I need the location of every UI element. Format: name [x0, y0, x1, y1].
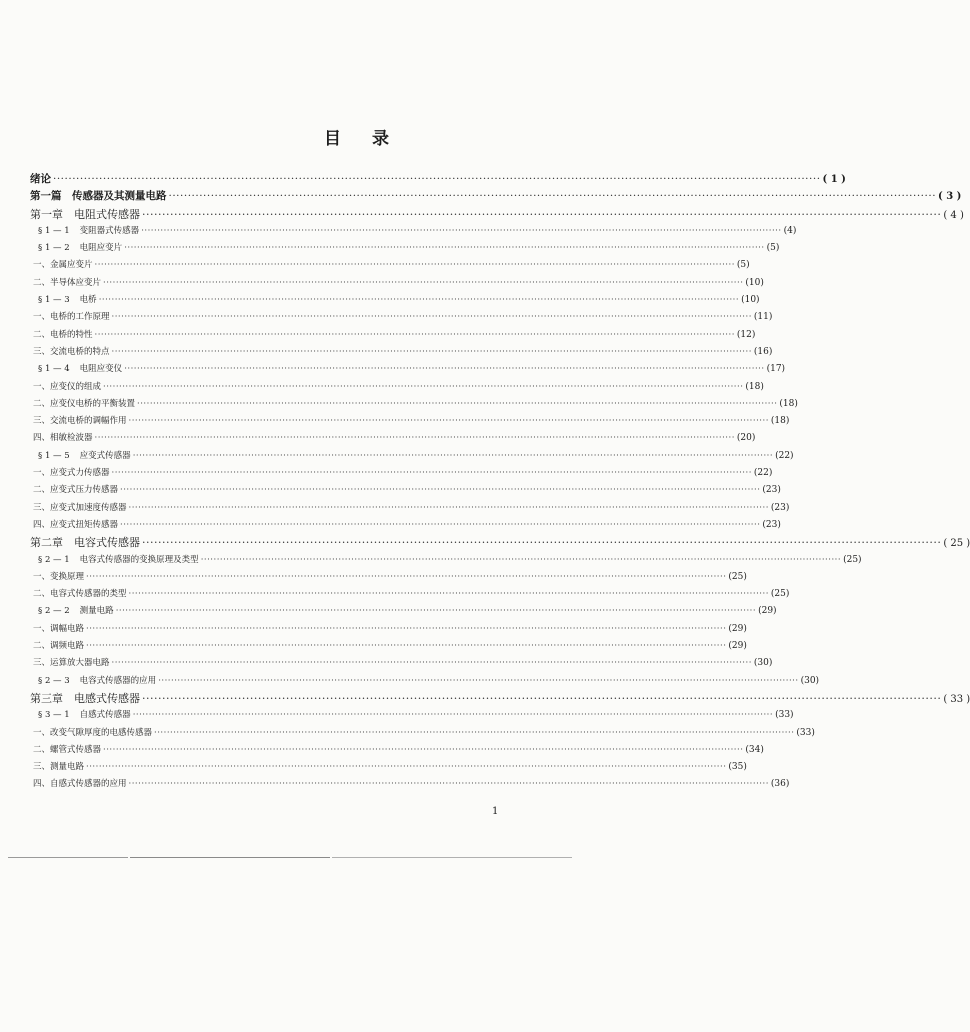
dot-leader: ········································································································································································································	[200, 554, 842, 565]
dot-leader: ········································································································································································································	[158, 675, 799, 686]
toc-entry	[30, 223, 797, 240]
dot-leader: ········································································································································································································	[86, 571, 727, 582]
dot-leader: ········································································································································································································	[142, 207, 942, 221]
section-number: § 1 — 4	[38, 364, 70, 375]
dot-leader: ········································································································································································································	[120, 485, 761, 496]
dot-leader: ········································································································································································································	[128, 416, 769, 427]
dot-leader: ········································································································································································································	[120, 519, 761, 530]
section-number: § 1 — 1	[38, 225, 70, 236]
page-ref: (10)	[741, 295, 760, 306]
page-ref: (4)	[783, 225, 797, 236]
toc-entry	[30, 725, 815, 742]
entry-title: 自感式传感器	[79, 710, 131, 721]
section-number: § 2 — 3	[38, 675, 70, 686]
page-ref: (23)	[770, 502, 790, 513]
page-ref: (18)	[745, 381, 764, 392]
scan-artifact-line	[8, 857, 128, 858]
entry-title: 一、应变仪的组成	[33, 381, 102, 392]
toc-entry	[30, 413, 790, 430]
entry-title: 电桥	[79, 295, 97, 306]
page-ref: (29)	[728, 623, 747, 634]
dot-leader: ········································································································································································································	[128, 502, 769, 513]
entry-title: 四、应变式扭矩传感器	[33, 519, 119, 530]
toc-entry	[30, 759, 747, 776]
toc-entry	[30, 621, 747, 638]
page-ref: ( 4 )	[943, 209, 964, 221]
page-ref: ( 25 )	[943, 538, 970, 550]
section-number: § 1 — 2	[38, 243, 70, 254]
page-ref: (29)	[728, 641, 747, 652]
page-ref: (23)	[762, 485, 781, 496]
toc-entry	[30, 171, 846, 188]
page-ref: (36)	[770, 779, 790, 790]
entry-title: 四、自感式传感器的应用	[33, 779, 127, 790]
page-ref: (10)	[745, 277, 764, 288]
dot-leader: ········································································································································································································	[132, 710, 774, 721]
entry-title: 二、半导体应变片	[33, 277, 102, 288]
title-char-2: 录	[372, 129, 390, 149]
entry-title: 一、金属应变片	[33, 260, 93, 271]
entry-title: 二、电桥的特性	[33, 329, 93, 340]
toc-entry	[30, 275, 764, 292]
entry-title: 第一篇 传感器及其测量电路	[30, 190, 167, 203]
dot-leader: ········································································································································································································	[124, 243, 765, 254]
entry-title: 三、应变式加速度传感器	[33, 502, 127, 513]
entry-title: 二、应变式压力传感器	[33, 485, 119, 496]
dot-leader: ········································································································································································································	[103, 381, 744, 392]
page-ref: (30)	[753, 658, 773, 669]
entry-title: 三、交流电桥的调幅作用	[33, 416, 127, 427]
page-ref: (20)	[736, 433, 756, 444]
toc-entry	[30, 292, 760, 309]
section-number: § 2 — 1	[38, 554, 70, 565]
entry-title: 二、应变仪电桥的平衡装置	[33, 398, 136, 409]
entry-title: 一、改变气隙厚度的电感传感器	[33, 727, 153, 738]
entry-title: 一、应变式力传感器	[33, 468, 110, 479]
page-title	[0, 124, 714, 149]
entry-title: 绪论	[30, 173, 51, 185]
toc-entry	[30, 586, 790, 603]
dot-leader: ········································································································································································································	[137, 398, 778, 409]
page-ref: (12)	[736, 329, 756, 340]
page-ref: (5)	[736, 260, 750, 271]
entry-title: 三、运算放大器电路	[33, 658, 110, 669]
title-char-1: 目	[324, 129, 342, 149]
page-ref: (5)	[766, 243, 780, 254]
table-of-contents	[30, 171, 970, 794]
page-ref: (33)	[775, 710, 794, 721]
page-ref: (29)	[758, 606, 777, 617]
page-ref: (16)	[753, 346, 773, 357]
entry-title: 一、变换原理	[33, 571, 85, 582]
page-ref: (18)	[770, 416, 790, 427]
toc-entry	[30, 240, 780, 257]
dot-leader: ········································································································································································································	[141, 225, 782, 236]
toc-entry	[30, 379, 764, 396]
page-ref: (23)	[762, 519, 781, 530]
dot-leader: ········································································································································································································	[111, 658, 752, 669]
toc-entry	[30, 552, 862, 569]
dot-leader: ········································································································································································································	[98, 295, 740, 306]
section-number: § 3 — 1	[38, 710, 70, 721]
scan-artifact-line	[130, 857, 330, 858]
entry-title: 二、调频电路	[33, 641, 85, 652]
entry-title: 一、调幅电路	[33, 623, 85, 634]
entry-title: 二、电容式传感器的类型	[33, 589, 127, 600]
dot-leader: ········································································································································································································	[86, 623, 727, 634]
dot-leader: ········································································································································································································	[111, 468, 752, 479]
dot-leader: ········································································································································································································	[94, 433, 735, 444]
entry-title: 测量电路	[79, 606, 114, 617]
toc-entry	[30, 465, 773, 482]
dot-leader: ········································································································································································································	[94, 260, 735, 271]
toc-entry	[30, 361, 786, 378]
entry-title: 应变式传感器	[79, 450, 131, 461]
toc-entry	[30, 327, 756, 344]
entry-title: 第一章 电阻式传感器	[30, 207, 140, 221]
page-ref: (25)	[843, 554, 862, 565]
entry-title: 电容式传感器的变换原理及类型	[79, 554, 199, 565]
page-ref: (22)	[753, 468, 773, 479]
dot-leader: ········································································································································································································	[124, 364, 765, 375]
toc-entry	[30, 448, 794, 465]
dot-leader: ········································································································································································································	[86, 762, 727, 773]
section-number: § 2 — 2	[38, 606, 70, 617]
toc-entry	[30, 603, 777, 620]
toc-entry	[30, 776, 790, 793]
dot-leader: ········································································································································································································	[53, 173, 821, 185]
entry-title: 电容式传感器的应用	[79, 675, 157, 686]
toc-entry	[30, 206, 964, 223]
page-ref: (25)	[770, 589, 790, 600]
entry-title: 电阻应变片	[79, 243, 123, 254]
entry-title: 电阻应变仪	[79, 364, 123, 375]
page-ref: ( 1 )	[822, 174, 846, 185]
dot-leader: ········································································································································································································	[128, 779, 769, 790]
toc-entry	[30, 517, 781, 534]
section-number: § 1 — 3	[38, 295, 70, 306]
toc-entry	[30, 690, 970, 707]
page-ref: (17)	[766, 364, 786, 375]
toc-entry	[30, 655, 773, 672]
dot-leader: ········································································································································································································	[142, 691, 942, 705]
toc-entry	[30, 482, 781, 499]
page-ref: (34)	[745, 744, 764, 755]
dot-leader: ········································································································································································································	[103, 744, 744, 755]
toc-entry	[30, 569, 747, 586]
page-ref: (22)	[775, 450, 794, 461]
entry-title: 变阻器式传感器	[79, 225, 140, 236]
page-ref: (18)	[779, 398, 798, 409]
dot-leader: ········································································································································································································	[154, 727, 795, 738]
entry-title: 第二章 电容式传感器	[30, 536, 140, 550]
page-ref: ( 3 )	[938, 191, 962, 203]
toc-entry	[30, 344, 773, 361]
dot-leader: ········································································································································································································	[128, 589, 769, 600]
entry-title: 四、相敏检波器	[33, 433, 93, 444]
page-ref: (33)	[796, 727, 815, 738]
toc-entry	[30, 673, 820, 690]
page-ref: (30)	[800, 675, 820, 686]
page-number: 1	[492, 806, 499, 817]
scan-artifact-line	[332, 857, 572, 858]
dot-leader: ········································································································································································································	[115, 606, 757, 617]
toc-entry	[30, 188, 962, 205]
entry-title: 三、测量电路	[33, 762, 85, 773]
dot-leader: ········································································································································································································	[168, 190, 937, 203]
toc-entry	[30, 396, 798, 413]
toc-entry	[30, 500, 790, 517]
page-ref: ( 33 )	[943, 693, 970, 705]
page-ref: (25)	[728, 571, 747, 582]
entry-title: 三、交流电桥的特点	[33, 346, 110, 357]
entry-title: 一、电桥的工作原理	[33, 312, 110, 323]
dot-leader: ········································································································································································································	[142, 536, 942, 550]
entry-title: 二、螺管式传感器	[33, 744, 102, 755]
toc-entry	[30, 534, 970, 551]
entry-title: 第三章 电感式传感器	[30, 691, 140, 705]
page-ref: (11)	[753, 312, 773, 323]
toc-entry	[30, 309, 773, 326]
toc-entry	[30, 430, 756, 447]
section-number: § 1 — 5	[38, 450, 70, 461]
toc-entry	[30, 257, 750, 274]
toc-entry	[30, 707, 794, 724]
dot-leader: ········································································································································································································	[132, 450, 774, 461]
toc-entry	[30, 742, 764, 759]
dot-leader: ········································································································································································································	[111, 312, 752, 323]
dot-leader: ········································································································································································································	[103, 277, 744, 288]
toc-entry	[30, 638, 747, 655]
dot-leader: ········································································································································································································	[94, 329, 735, 340]
page-ref: (35)	[728, 762, 747, 773]
dot-leader: ········································································································································································································	[86, 641, 727, 652]
dot-leader: ········································································································································································································	[111, 346, 752, 357]
